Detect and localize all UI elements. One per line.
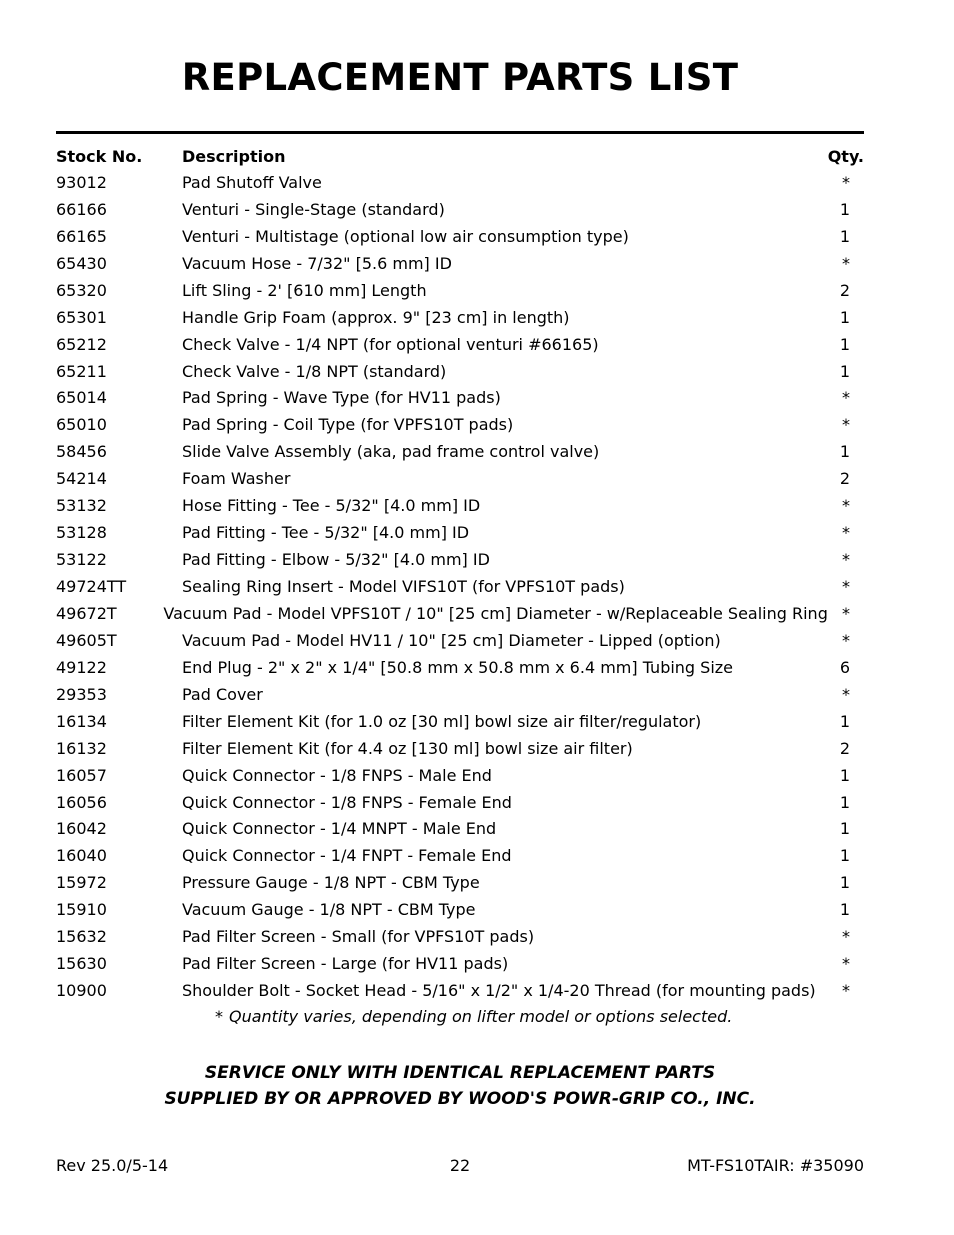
table-row (56, 950, 864, 977)
qty-cell: * (842, 630, 850, 650)
stock-no-cell: 10900 (56, 981, 107, 1001)
stock-no-cell: 15972 (56, 873, 107, 893)
qty-cell: * (842, 415, 850, 435)
table-row (56, 223, 864, 250)
document-id: MT-FS10TAIR: #35090 (687, 1156, 864, 1175)
table-row (56, 358, 864, 385)
stock-no-cell: 65010 (56, 415, 107, 435)
footnote-text: Quantity varies, depending on lifter model or options selected. (229, 1007, 733, 1026)
table-row (56, 519, 864, 546)
qty-cell: 1 (839, 711, 850, 731)
header-description: Description (182, 146, 286, 166)
stock-no-cell: 53128 (56, 523, 107, 543)
description-cell: Check Valve - 1/8 NPT (standard) (182, 361, 447, 381)
qty-cell: 6 (839, 657, 850, 677)
table-body (56, 169, 864, 1004)
stock-no-cell: 16056 (56, 792, 107, 812)
qty-cell: 2 (839, 469, 850, 489)
stock-no-cell: 15632 (56, 927, 107, 947)
description-cell: Pad Fitting - Elbow - 5/32" [4.0 mm] ID (182, 550, 490, 570)
stock-no-cell: 15910 (56, 900, 107, 920)
description-cell: Lift Sling - 2' [610 mm] Length (182, 280, 427, 300)
stock-no-cell: 65320 (56, 280, 107, 300)
description-cell: Quick Connector - 1/8 FNPS - Female End (182, 792, 512, 812)
stock-no-cell: 53132 (56, 496, 107, 516)
stock-no-cell: 16132 (56, 738, 107, 758)
service-notice-line-2: SUPPLIED BY OR APPROVED BY WOOD'S POWR-GRIP CO., INC. (164, 1089, 756, 1109)
stock-no-cell: 49122 (56, 657, 107, 677)
stock-no-cell: 65211 (56, 361, 107, 381)
qty-cell: * (842, 981, 850, 1001)
description-cell: Pad Fitting - Tee - 5/32" [4.0 mm] ID (182, 523, 470, 543)
header-qty: Qty. (827, 146, 864, 166)
table-row (56, 465, 864, 492)
table-row (56, 196, 864, 223)
description-cell: Pad Cover (182, 684, 263, 704)
description-cell: Quick Connector - 1/4 FNPT - Female End (182, 846, 512, 866)
qty-cell: 2 (839, 738, 850, 758)
description-cell: Pad Shutoff Valve (182, 172, 322, 192)
table-row (56, 923, 864, 950)
stock-no-cell: 15630 (56, 954, 107, 974)
stock-no-cell: 53122 (56, 550, 107, 570)
description-cell: Pressure Gauge - 1/8 NPT - CBM Type (182, 873, 480, 893)
table-row (56, 708, 864, 735)
stock-no-cell: 65430 (56, 253, 107, 273)
description-cell: Venturi - Single-Stage (standard) (182, 199, 445, 219)
stock-no-cell: 49672T (56, 603, 117, 623)
table-row (56, 546, 864, 573)
qty-cell: 1 (839, 307, 850, 327)
header-stock-no: Stock No. (56, 146, 143, 166)
stock-no-cell: 16057 (56, 765, 107, 785)
qty-cell: * (842, 684, 850, 704)
parts-table (56, 143, 864, 1004)
table-header (56, 143, 864, 169)
stock-no-cell: 49605T (56, 630, 117, 650)
description-cell: Vacuum Pad - Model HV11 / 10" [25 cm] Diameter - Lipped (option) (182, 630, 721, 650)
qty-cell: 1 (839, 819, 850, 839)
qty-cell: 1 (839, 226, 850, 246)
table-row (56, 654, 864, 681)
table-row (56, 869, 864, 896)
table-row (56, 600, 864, 627)
stock-no-cell: 66165 (56, 226, 107, 246)
qty-cell: * (842, 388, 850, 408)
qty-cell: 1 (839, 199, 850, 219)
stock-no-cell: 16042 (56, 819, 107, 839)
description-cell: Filter Element Kit (for 4.4 oz [130 ml] bowl size air filter) (182, 738, 633, 758)
description-cell: Handle Grip Foam (approx. 9" [23 cm] in length) (182, 307, 570, 327)
description-cell: Check Valve - 1/4 NPT (for optional venturi #66165) (182, 334, 599, 354)
description-cell: Vacuum Pad - Model VPFS10T / 10" [25 cm] Diameter - w/Replaceable Sealing Ring (163, 603, 828, 623)
table-row (56, 331, 864, 358)
qty-cell: 1 (839, 361, 850, 381)
table-row (56, 762, 864, 789)
qty-cell: 1 (839, 765, 850, 785)
table-row (56, 789, 864, 816)
table-row (56, 250, 864, 277)
table-row (56, 816, 864, 843)
description-cell: Pad Filter Screen - Small (for VPFS10T pads) (182, 927, 535, 947)
qty-cell: * (842, 550, 850, 570)
description-cell: Venturi - Multistage (optional low air consumption type) (182, 226, 629, 246)
description-cell: Foam Washer (182, 469, 291, 489)
stock-no-cell: 65212 (56, 334, 107, 354)
table-row (56, 438, 864, 465)
description-cell: Slide Valve Assembly (aka, pad frame control valve) (182, 442, 600, 462)
qty-cell: * (842, 523, 850, 543)
stock-no-cell: 66166 (56, 199, 107, 219)
description-cell: Sealing Ring Insert - Model VIFS10T (for VPFS10T pads) (182, 577, 625, 597)
stock-no-cell: 49724TT (56, 577, 127, 597)
qty-cell: 1 (839, 792, 850, 812)
qty-cell: 1 (839, 334, 850, 354)
description-cell: Quick Connector - 1/8 FNPS - Male End (182, 765, 492, 785)
description-cell: Pad Spring - Coil Type (for VPFS10T pads) (182, 415, 514, 435)
table-row (56, 304, 864, 331)
table-row (56, 681, 864, 708)
table-row (56, 277, 864, 304)
quantity-footnote (215, 1007, 732, 1026)
qty-cell: * (842, 253, 850, 273)
stock-no-cell: 16040 (56, 846, 107, 866)
qty-cell: * (842, 577, 850, 597)
description-cell: Vacuum Gauge - 1/8 NPT - CBM Type (182, 900, 476, 920)
table-row (56, 977, 864, 1004)
qty-cell: * (842, 954, 850, 974)
qty-cell: * (842, 603, 850, 623)
table-row (56, 735, 864, 762)
description-cell: Vacuum Hose - 7/32" [5.6 mm] ID (182, 253, 452, 273)
qty-cell: 2 (839, 280, 850, 300)
table-row (56, 896, 864, 923)
title-rule (56, 131, 864, 134)
description-cell: Hose Fitting - Tee - 5/32" [4.0 mm] ID (182, 496, 481, 516)
stock-no-cell: 29353 (56, 684, 107, 704)
table-row (56, 385, 864, 412)
description-cell: Quick Connector - 1/4 MNPT - Male End (182, 819, 497, 839)
qty-cell: * (842, 496, 850, 516)
stock-no-cell: 16134 (56, 711, 107, 731)
table-row (56, 492, 864, 519)
revision-label: Rev 25.0/5-14 (56, 1156, 169, 1175)
qty-cell: * (842, 172, 850, 192)
stock-no-cell: 65014 (56, 388, 107, 408)
page-number: 22 (449, 1156, 471, 1175)
qty-cell: 1 (839, 873, 850, 893)
qty-cell: 1 (839, 900, 850, 920)
page-title: REPLACEMENT PARTS LIST (181, 56, 739, 99)
stock-no-cell: 58456 (56, 442, 107, 462)
description-cell: Pad Filter Screen - Large (for HV11 pads) (182, 954, 509, 974)
stock-no-cell: 54214 (56, 469, 107, 489)
table-row (56, 842, 864, 869)
description-cell: End Plug - 2" x 2" x 1/4" [50.8 mm x 50.8 mm x 6.4 mm] Tubing Size (182, 657, 734, 677)
stock-no-cell: 65301 (56, 307, 107, 327)
description-cell: Filter Element Kit (for 1.0 oz [30 ml] bowl size air filter/regulator) (182, 711, 702, 731)
service-notice (0, 1060, 920, 1112)
stock-no-cell: 93012 (56, 172, 107, 192)
table-row (56, 411, 864, 438)
table-row (56, 573, 864, 600)
table-row (56, 169, 864, 196)
table-row (56, 627, 864, 654)
qty-cell: * (842, 927, 850, 947)
qty-cell: 1 (839, 846, 850, 866)
description-cell: Shoulder Bolt - Socket Head - 5/16" x 1/2" x 1/4-20 Thread (for mounting pads) (182, 981, 816, 1001)
description-cell: Pad Spring - Wave Type (for HV11 pads) (182, 388, 501, 408)
qty-cell: 1 (839, 442, 850, 462)
service-notice-line-1: SERVICE ONLY WITH IDENTICAL REPLACEMENT PARTS (204, 1063, 716, 1083)
footnote-marker: * (215, 1007, 223, 1026)
